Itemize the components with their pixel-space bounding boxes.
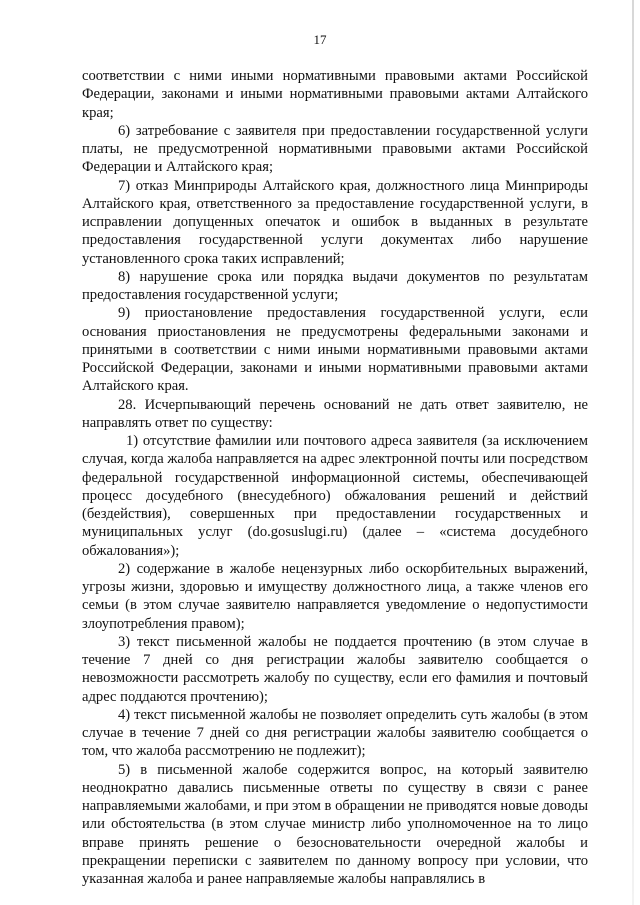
paragraph-ground-5: 5) в письменной жалобе содержится вопрос, на который заявителю неоднократно давались письменные ответы по существу в связи с ранее направляемыми жалобами, и при этом в обращении не приводятся новые доводы или обстоятельства (в этом случае министр либо уполномоченное на то лицо вправе принять решение о безосновательности очередной жалобы и прекращении переписки с заявителем по данному вопросу при условии, что указанная жалоба и ранее направляемые жалобы направлялись в bbox=[82, 761, 588, 887]
paragraph-ground-2: 2) содержание в жалобе нецензурных либо оскорбительных выражений, угрозы жизни, здоровью и имуществу должностного лица, а также членов его семьи (в этом случае заявителю направляется уведомление о недопустимости злоупотребления правом); bbox=[82, 560, 588, 632]
paragraph-section-28: 28. Исчерпывающий перечень оснований не дать ответ заявителю, не направлять ответ по существу: bbox=[82, 396, 588, 431]
paragraph-ground-3: 3) текст письменной жалобы не поддается прочтению (в этом случае в течение 7 дней со дня регистрации жалобы заявителю сообщается о невозможности рассмотреть жалобу по существу, если его фамилия и почтовый адрес поддаются прочтению); bbox=[82, 633, 588, 705]
scan-edge-shadow bbox=[632, 0, 634, 905]
paragraph-item-8: 8) нарушение срока или порядка выдачи документов по результатам предоставления государственной услуги; bbox=[82, 268, 588, 303]
paragraph-ground-1: 1) отсутствие фамилии или почтового адреса заявителя (за исключением случая, когда жалоба направляется на адрес электронной почты или посредством федеральной государственной информационной системы, обеспечивающей процесс досудебного (внесудебного) обжалования решений и действий (бездействия), совершенных при предоставлении государственных и муниципальных услуг (do.gosuslugi.ru) (далее – «система досудебного обжалования»); bbox=[82, 433, 588, 559]
document-body bbox=[82, 67, 588, 888]
paragraph-continuation: соответствии с ними иными нормативными правовыми актами Российской Федерации, законами и иными нормативными правовыми актами Алтайского края; bbox=[82, 68, 588, 121]
paragraph-ground-4: 4) текст письменной жалобы не позволяет определить суть жалобы (в этом случае в течение 7 дней со дня регистрации жалобы заявителю сообщается о том, что жалоба рассмотрению не подлежит); bbox=[82, 706, 588, 760]
paragraph-item-7: 7) отказ Минприроды Алтайского края, должностного лица Минприроды Алтайского края, ответственного за предоставление государственной услуги, в исправлении допущенных опечаток и ошибок в выданных в результате предоставления государственной услуги документах либо нарушение установленного срока таких исправлений; bbox=[82, 177, 588, 267]
paragraph-item-6: 6) затребование с заявителя при предоставлении государственной услуги платы, не предусмотренной нормативными правовыми актами Российской Федерации и Алтайского края; bbox=[82, 122, 588, 176]
page-number: 17 bbox=[313, 32, 327, 47]
paragraph-item-9: 9) приостановление предоставления государственной услуги, если основания приостановления не предусмотрены федеральными законами и принятыми в соответствии с ними иными нормативными правовыми актами Российской Федерации, законами и иными нормативными правовыми актами Алтайского края. bbox=[82, 305, 588, 395]
